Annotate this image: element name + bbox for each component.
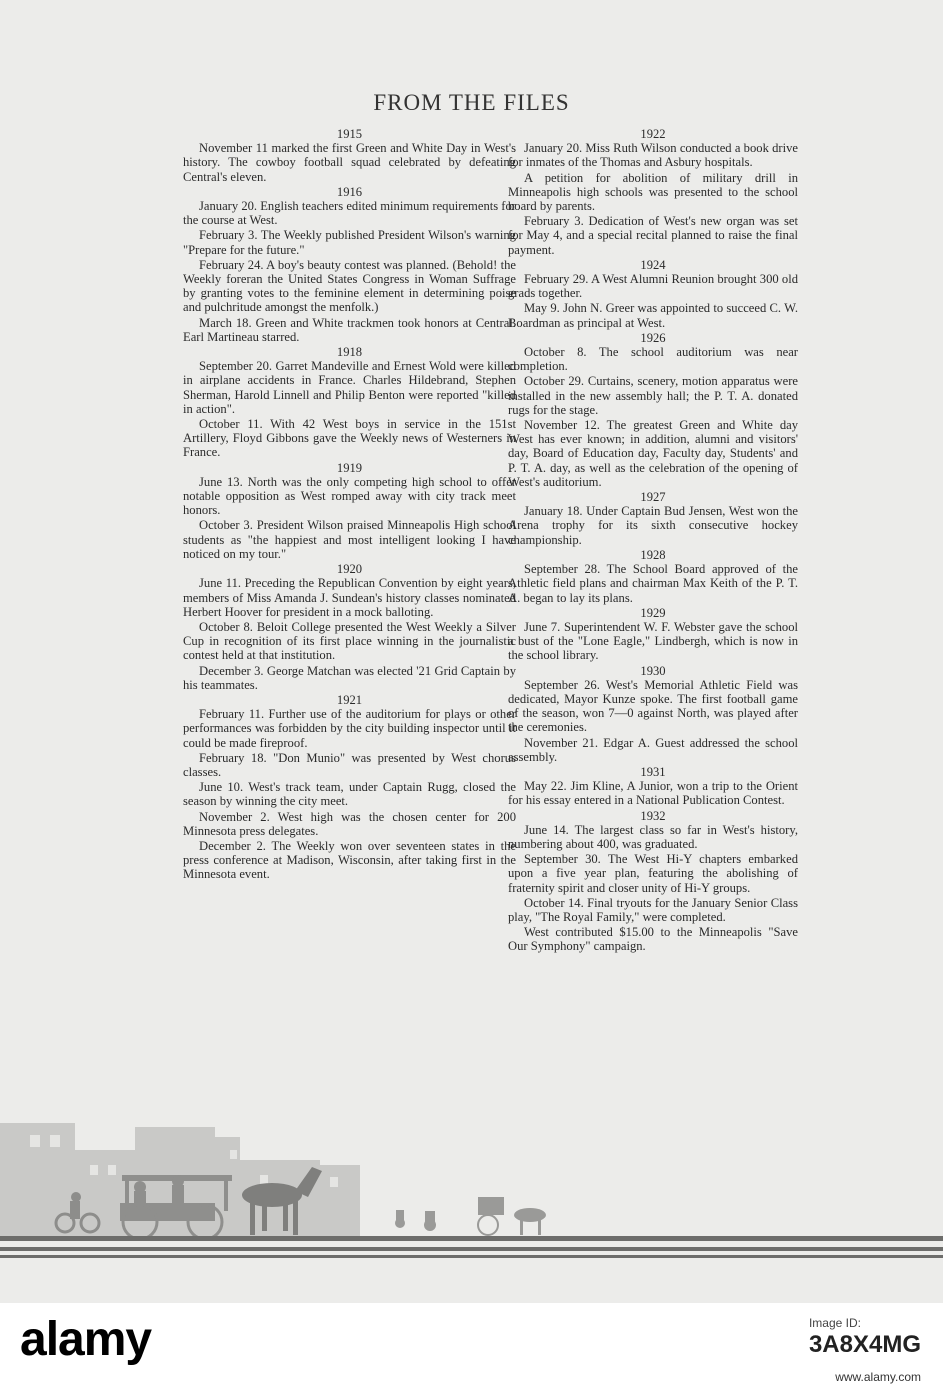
- page-title: FROM THE FILES: [373, 90, 570, 115]
- small-carriage-silhouette: [395, 1197, 546, 1235]
- footer-rule: [0, 1236, 943, 1241]
- file-entry: February 11. Further use of the auditorium for plays or other performances was forbidden by the city building inspector until it could be made fireproof.: [183, 707, 516, 750]
- file-entry: A petition for abolition of military drill in Minneapolis high schools was presented to the school board by parents.: [508, 170, 798, 214]
- file-entry: May 22. Jim Kline, A Junior, won a trip to the Orient for his essay entered in a National Publication Contest.: [508, 779, 798, 808]
- file-entry: September 30. The West Hi-Y chapters embarked upon a five year plan, featuring the abolishing of fraternity spirit and closer unity of Hi-Y groups.: [508, 852, 798, 895]
- year-heading: 1919: [336, 460, 363, 475]
- file-entry: September 28. The School Board approved of the Athletic field plans and chairman Max Keith of the P. T. A. began to lay its plans.: [508, 562, 798, 605]
- file-entry: June 7. Superintendent W. F. Webster gave the school a bust of the "Lone Eagle," Lindbergh, which is now in the school library.: [508, 619, 798, 663]
- file-entry: September 20. Garret Mandeville and Ernest Wold were killed in airplane accidents in France. Charles Hildebrand, Stephen Sherman, Harold Linnell and Philip Benton were reported "killed in action".: [183, 359, 516, 416]
- file-entry: February 29. A West Alumni Reunion brought 300 old grads together.: [508, 272, 798, 301]
- file-entry: February 3. The Weekly published President Wilson's warning "Prepare for the future.": [183, 228, 516, 257]
- file-entry: November 12. The greatest Green and White day West has ever known; in addition, alumni and visitors' day, Board of Education day, Faculty day, Students' and P. T. A. day, as well as the celebration of the opening of West's auditorium.: [508, 418, 798, 489]
- file-entry: June 10. West's track team, under Captain Rugg, closed the season by winning the city meet.: [183, 780, 516, 809]
- file-entry: December 2. The Weekly won over seventeen states in the press conference at Madison, Wisconsin, after taking first in the Minnesota event.: [183, 838, 516, 882]
- year-heading: 1915: [336, 127, 363, 141]
- year-heading: 1918: [336, 345, 363, 360]
- year-heading: 1921: [336, 692, 363, 707]
- file-entry: November 11 marked the first Green and White Day in West's history. The cowboy football squad celebrated by defeating Central's eleven.: [183, 141, 516, 184]
- file-entry: February 18. "Don Munio" was presented by West chorus classes.: [183, 750, 516, 779]
- year-heading: 1922: [640, 127, 666, 141]
- year-heading: 1928: [640, 547, 666, 562]
- image-id: [809, 1316, 921, 1359]
- file-entry: October 14. Final tryouts for the January Senior Class play, "The Royal Family," were completed.: [508, 895, 798, 924]
- year-heading: 1924: [640, 257, 666, 272]
- alamy-logo: alamy: [20, 1313, 152, 1366]
- file-entry: June 11. Preceding the Republican Convention by eight years, members of Miss Amanda J. Sundean's history classes nominated Herbert Hoover for president in a mock balloting.: [183, 576, 516, 619]
- file-entry: West contributed $15.00 to the Minneapolis "Save Our Symphony" campaign.: [508, 925, 798, 954]
- year-heading: 1926: [640, 330, 666, 345]
- file-entry: February 24. A boy's beauty contest was planned. (Behold! the Weekly foreran the United States Congress in Woman Suffrage by granting votes to the feminine element in determining poise and pulchritude amongst the menfolk.): [183, 257, 516, 315]
- file-entry: February 3. Dedication of West's new organ was set for May 4, and a special recital planned to raise the final payment.: [508, 214, 798, 257]
- image-id-value: 3A8X4MG: [808, 1331, 921, 1358]
- year-heading: 1920: [336, 562, 363, 577]
- file-entry: October 8. Beloit College presented the West Weekly a Silver Cup in recognition of its first place winning in the journalistic contest held at that institution.: [183, 619, 516, 663]
- left-column: [183, 126, 516, 883]
- year-heading: 1927: [640, 490, 666, 505]
- file-entry: September 26. West's Memorial Athletic Field was dedicated, Mayor Kunze spoke. The first football game of the season, won 7—0 against North, was played after the ceremonies.: [508, 677, 798, 735]
- year-heading: 1932: [640, 808, 666, 823]
- file-entry: March 18. Green and White trackmen took honors at Central. Earl Martineau starred.: [183, 315, 516, 344]
- watermark-url: www.alamy.com: [835, 1370, 921, 1384]
- image-id-label: Image ID:: [808, 1316, 861, 1330]
- file-entry: June 13. North was the only competing high school to offer notable opposition as West romped away with city track meet honors.: [183, 474, 516, 518]
- file-entry: October 3. President Wilson praised Minneapolis High school students as "the happiest and most intelligent looking I have noticed on my tour.": [183, 518, 516, 561]
- file-entry: October 11. With 42 West boys in service in the 151st Artillery, Floyd Gibbons gave the Weekly news of Westerners in France.: [183, 417, 516, 460]
- file-entry: January 18. Under Captain Bud Jensen, West won the Arena trophy for its sixth consecutive hockey championship.: [508, 504, 798, 547]
- file-entry: June 14. The largest class so far in West's history, numbering about 400, was graduated.: [508, 822, 798, 851]
- file-entry: January 20. English teachers edited minimum requirements for the course at West.: [183, 199, 516, 228]
- horse-carriage-illustration: [0, 1105, 943, 1265]
- year-heading: 1916: [336, 184, 363, 199]
- file-entry: May 9. John N. Greer was appointed to succeed C. W. Boardman as principal at West.: [508, 301, 798, 330]
- year-heading: 1931: [640, 764, 666, 779]
- file-entry: January 20. Miss Ruth Wilson conducted a book drive for inmates of the Thomas and Asbury hospitals.: [508, 141, 798, 170]
- file-entry: December 3. George Matchan was elected '21 Grid Captain by his teammates.: [183, 663, 516, 692]
- file-entry: November 2. West high was the chosen center for 200 Minnesota press delegates.: [183, 809, 516, 838]
- file-entry: October 8. The school auditorium was near completion.: [508, 345, 798, 374]
- right-column: [508, 126, 798, 955]
- file-entry: October 29. Curtains, scenery, motion apparatus were installed in the new assembly hall; the P. T. A. donated rugs for the stage.: [508, 374, 798, 417]
- year-heading: 1929: [640, 605, 666, 620]
- file-entry: November 21. Edgar A. Guest addressed the school assembly.: [508, 735, 798, 764]
- year-heading: 1930: [640, 663, 666, 678]
